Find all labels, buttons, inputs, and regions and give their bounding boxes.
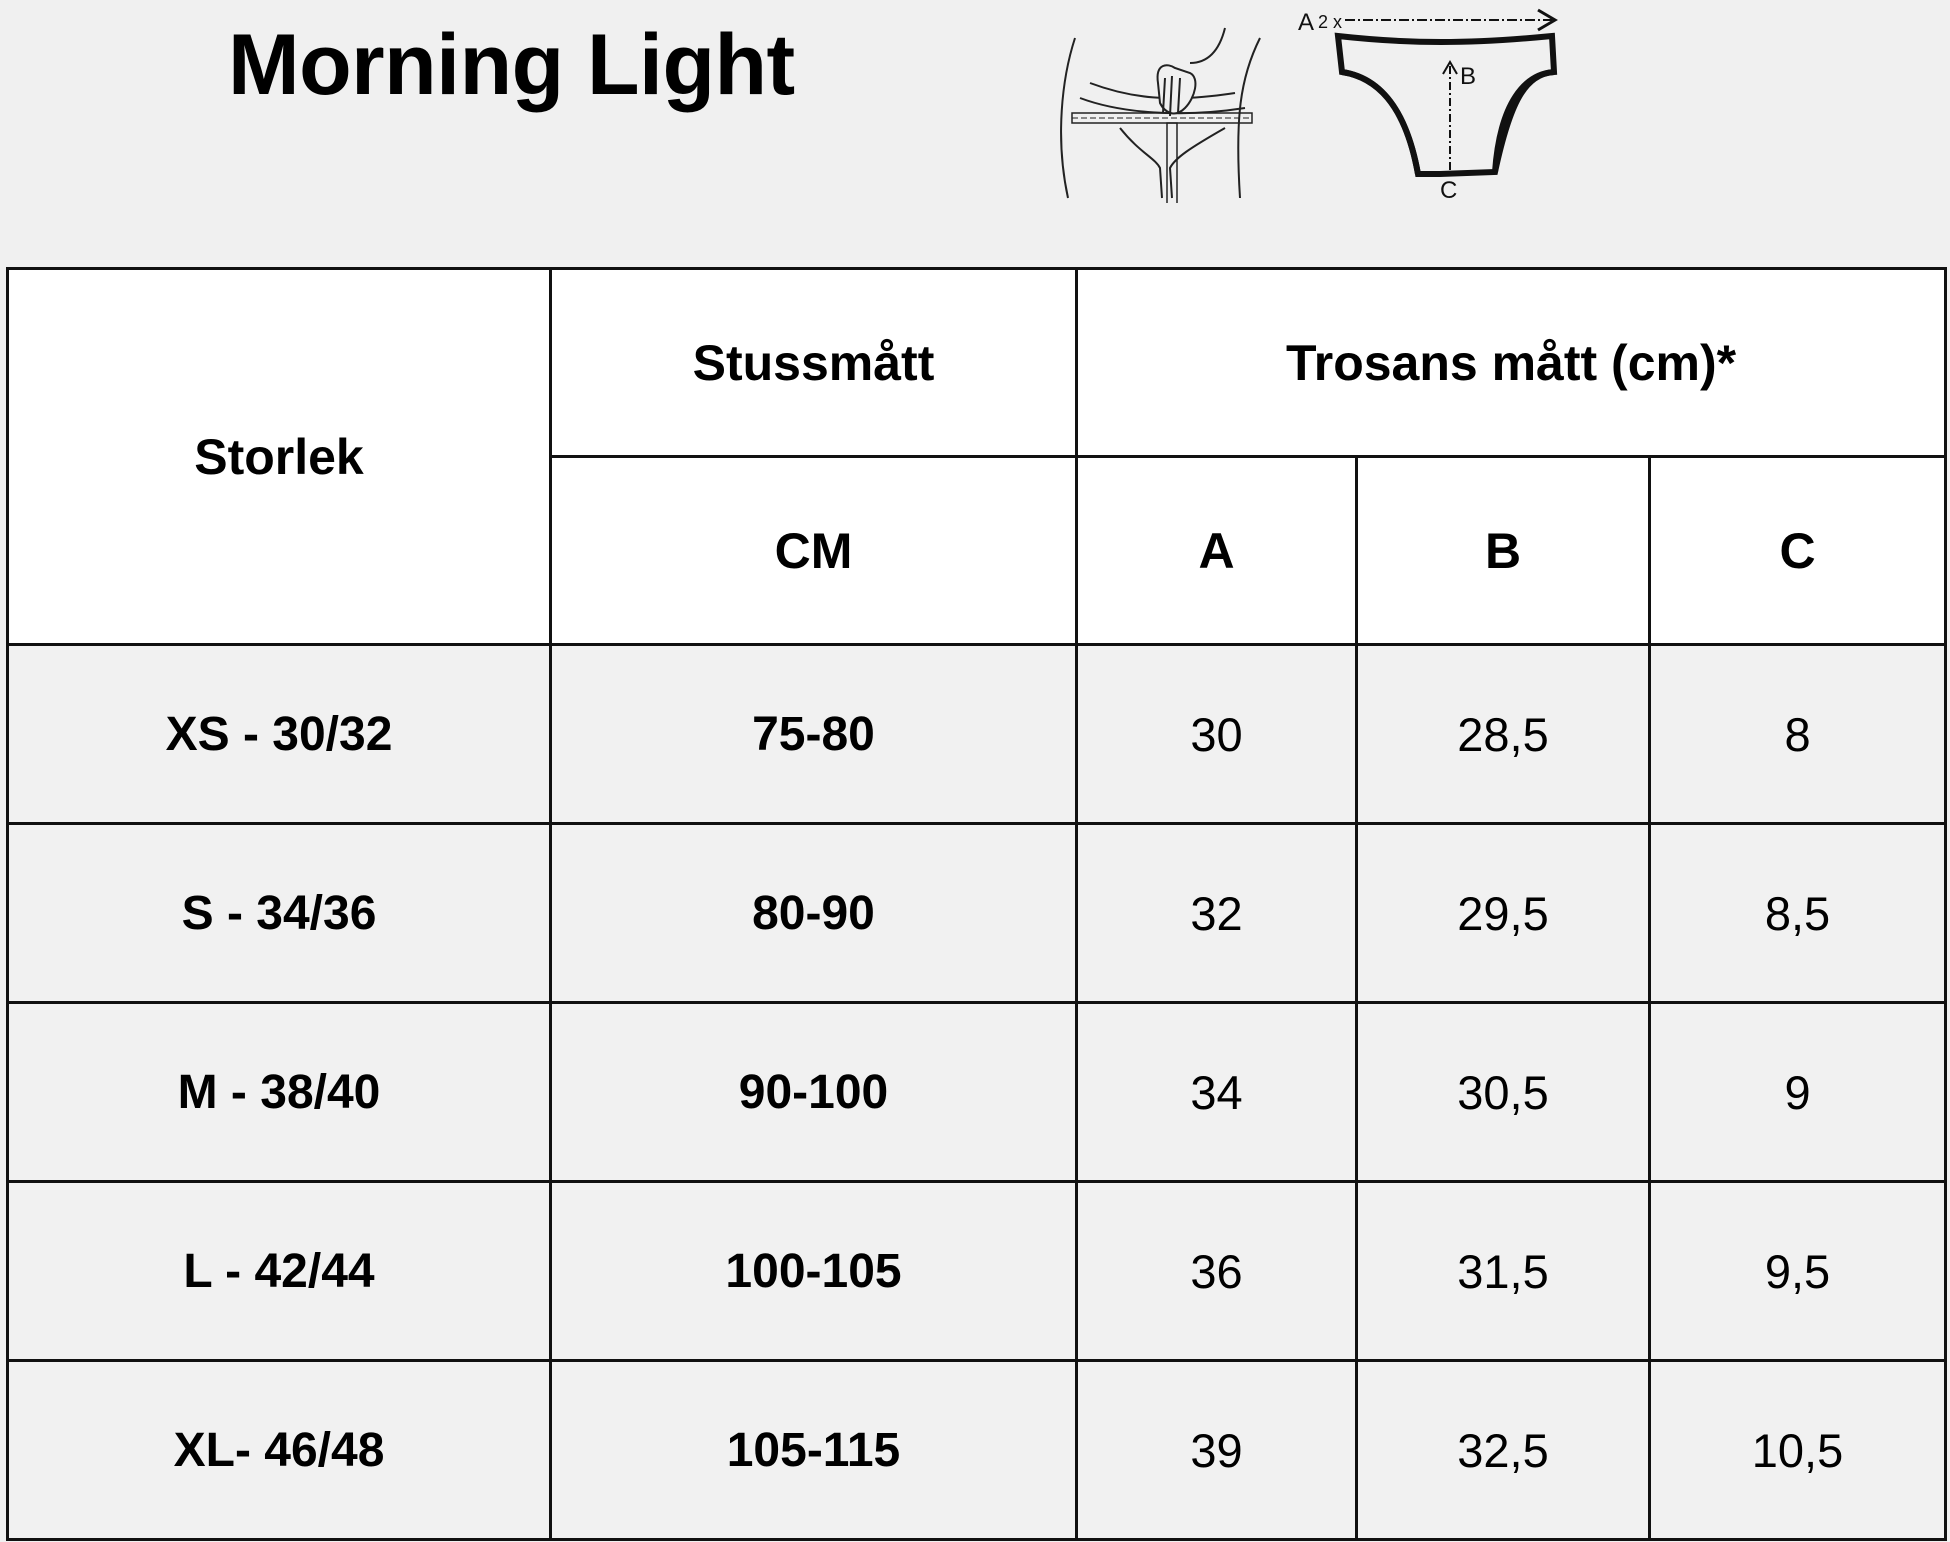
hip-measurement-illustration-icon — [1050, 18, 1270, 203]
svg-text:B: B — [1460, 63, 1477, 90]
cell-c: 9,5 — [1650, 1182, 1946, 1361]
table-row — [8, 645, 1946, 824]
cell-a: 39 — [1077, 1361, 1357, 1540]
header-brief-measurements: Trosans mått (cm)* — [1077, 269, 1946, 457]
cell-b: 32,5 — [1357, 1361, 1650, 1540]
brief-measurement-diagram-icon — [1290, 2, 1570, 207]
cell-hip: 80-90 — [551, 824, 1077, 1003]
size-chart-table — [6, 267, 1947, 1541]
svg-text:2 x: 2 x — [1318, 12, 1343, 32]
cell-size: XS - 30/32 — [8, 645, 551, 824]
cell-size: L - 42/44 — [8, 1182, 551, 1361]
cell-b: 29,5 — [1357, 824, 1650, 1003]
table-row — [8, 1003, 1946, 1182]
cell-hip: 100-105 — [551, 1182, 1077, 1361]
cell-size: XL- 46/48 — [8, 1361, 551, 1540]
cell-size: M - 38/40 — [8, 1003, 551, 1182]
cell-c: 9 — [1650, 1003, 1946, 1182]
header-col-c: C — [1650, 457, 1946, 645]
cell-size: S - 34/36 — [8, 824, 551, 1003]
label-a: A — [1298, 9, 1315, 36]
cell-b: 30,5 — [1357, 1003, 1650, 1182]
cell-c: 10,5 — [1650, 1361, 1946, 1540]
header-hip-unit: CM — [551, 457, 1077, 645]
cell-hip: 105-115 — [551, 1361, 1077, 1540]
cell-hip: 75-80 — [551, 645, 1077, 824]
table-row — [8, 1182, 1946, 1361]
cell-hip: 90-100 — [551, 1003, 1077, 1182]
svg-text:C: C — [1440, 177, 1458, 204]
cell-a: 30 — [1077, 645, 1357, 824]
cell-b: 28,5 — [1357, 645, 1650, 824]
header-col-b: B — [1357, 457, 1650, 645]
table-row — [8, 824, 1946, 1003]
header-col-a: A — [1077, 457, 1357, 645]
cell-a: 36 — [1077, 1182, 1357, 1361]
cell-a: 32 — [1077, 824, 1357, 1003]
header-size: Storlek — [8, 269, 551, 645]
page-title: Morning Light — [228, 17, 795, 113]
cell-a: 34 — [1077, 1003, 1357, 1182]
table-row — [8, 1361, 1946, 1540]
cell-c: 8 — [1650, 645, 1946, 824]
header-hip: Stussmått — [551, 269, 1077, 457]
cell-c: 8,5 — [1650, 824, 1946, 1003]
cell-b: 31,5 — [1357, 1182, 1650, 1361]
